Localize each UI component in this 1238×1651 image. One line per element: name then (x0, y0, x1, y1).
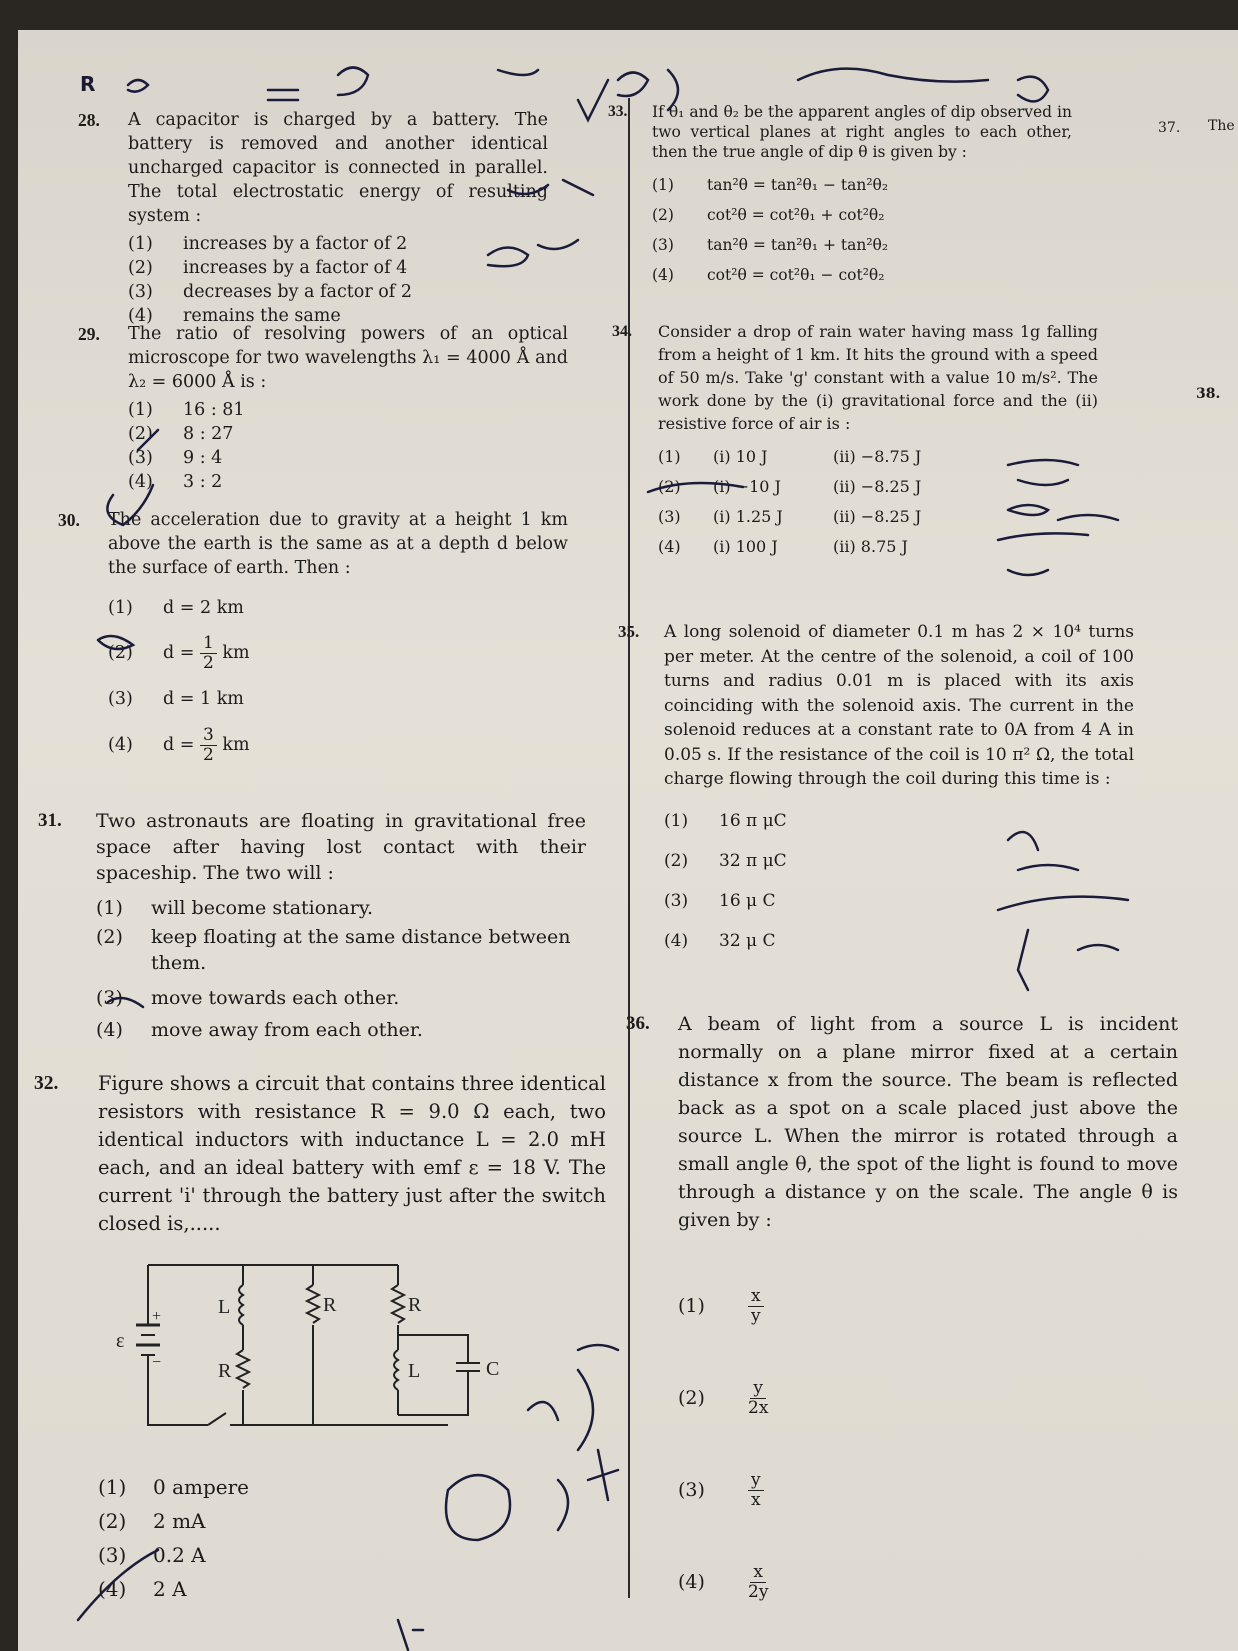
option[interactable]: (3) tan²θ = tan²θ₁ + tan²θ₂ (652, 236, 889, 254)
question-text: A long solenoid of diameter 0.1 m has 2 × 10⁴ turns per meter. At the centre of the solenoid, a coil of 100 turns and radius 0.01 m is placed with its axis coinciding with the solenoid axis. The current in the solenoid reduces at a constant rate to 0A from 4 A in 0.05 s. If the resistance of the coil is 10 π² Ω, the total charge flowing through the coil during this time is : (664, 622, 1134, 789)
option[interactable]: (3) d = 1 km (108, 689, 244, 709)
option[interactable]: (1) d = 2 km (108, 598, 244, 618)
option[interactable]: (1) $\frac{x}{y}$ (678, 1260, 1178, 1352)
option[interactable]: (2) 8 : 27 (128, 424, 234, 444)
resistor-label: R (408, 1294, 422, 1316)
fraction: $\frac{y}{x}$ (748, 1471, 764, 1510)
inductor-label: L (218, 1296, 231, 1318)
option[interactable]: (3) decreases by a factor of 2 (128, 282, 412, 302)
question-number: 33. (608, 103, 628, 120)
option[interactable]: (3) 0.2 A (98, 1543, 206, 1567)
option[interactable]: (2) 2 mA (98, 1509, 206, 1533)
option[interactable]: (4) 3 : 2 (128, 472, 223, 492)
option[interactable]: (2) $\frac{y}{2x}$ (678, 1377, 769, 1418)
option[interactable]: (2) keep floating at the same distance between them. (96, 926, 571, 974)
option[interactable]: (3) move towards each other. (96, 987, 400, 1009)
question-text: The acceleration due to gravity at a height 1 km above the earth is the same as at a depth d below the surface of earth. Then : (108, 510, 568, 578)
option[interactable]: (2) increases by a factor of 4 (128, 258, 408, 278)
question-text: Figure shows a circuit that contains three identical resistors with resistance R = 9.0 Ω each, two identical inductors with inductance L = 2.0 mH each, and an ideal battery with emf ε = 18 V. The current 'i' through the battery just after the switch closed is,..... (98, 1072, 606, 1235)
question-number: 28. (78, 110, 100, 130)
option[interactable]: (1) 16 : 81 (128, 400, 245, 420)
question-number: 36. (626, 1013, 650, 1034)
fraction: $\frac{y}{2x}$ (748, 1377, 769, 1418)
fraction: $\frac{x}{y}$ (748, 1287, 764, 1326)
question-text: Consider a drop of rain water having mass 1g falling from a height of 1 km. It hits the ground with a speed of 50 m/s. Take 'g' constant with a value 10 m/s². The work done by the (i) gravitational force and the (ii) resistive force of air is : (658, 322, 1098, 433)
option[interactable]: (1) increases by a factor of 2 (128, 234, 408, 254)
option[interactable]: (4) 2 A (98, 1577, 187, 1601)
resistor-label: R (323, 1294, 337, 1316)
option[interactable]: (4) $\frac{x}{2y}$ (678, 1561, 769, 1602)
option[interactable]: (3) $\frac{y}{x}$ (678, 1444, 1178, 1536)
emf-label: ε (116, 1330, 125, 1352)
option[interactable]: (1) tan²θ = tan²θ₁ − tan²θ₂ (652, 176, 889, 194)
capacitor-label: C (486, 1358, 500, 1380)
exam-sheet (18, 30, 1238, 1651)
question-number: 31. (38, 810, 62, 831)
option[interactable]: (4) 32 μ C (664, 931, 776, 952)
option[interactable]: (4) d = $\frac{3}{2}$ km (108, 724, 250, 765)
option[interactable]: (1) (i) 10 J (ii) −8.75 J (658, 446, 922, 466)
option[interactable]: (4) remains the same (128, 306, 341, 326)
question-number: 32. (34, 1073, 59, 1094)
option[interactable]: (2) d = $\frac{1}{2}$ km (108, 632, 250, 673)
option[interactable]: (1) 16 π μC (664, 811, 787, 832)
option[interactable]: (3) 9 : 4 (128, 448, 223, 468)
fraction: $\frac{3}{2}$ (200, 726, 217, 765)
option[interactable]: (3) 16 μ C (664, 891, 776, 912)
edge-fragment: The (1208, 118, 1235, 134)
fraction: $\frac{1}{2}$ (200, 634, 217, 673)
pen-annotations (18, 30, 1238, 1651)
resistor-label: R (218, 1360, 232, 1382)
option[interactable]: (1) will become stationary. (96, 897, 374, 919)
option[interactable]: (4) (i) 100 J (ii) 8.75 J (658, 536, 908, 556)
option[interactable]: (3) (i) 1.25 J (ii) −8.25 J (658, 506, 922, 526)
option[interactable]: (4) move away from each other. (96, 1019, 423, 1041)
option[interactable]: (2) cot²θ = cot²θ₁ + cot²θ₂ (652, 206, 885, 224)
question-number: 34. (612, 323, 632, 340)
question-text: If θ₁ and θ₂ be the apparent angles of dip observed in two vertical planes at right angles to each other, then the true angle of dip θ is given by : (652, 103, 1072, 161)
option[interactable]: (4) cot²θ = cot²θ₁ − cot²θ₂ (652, 266, 885, 284)
minus-label: − (152, 1354, 162, 1371)
question-text: A capacitor is charged by a battery. The battery is removed and another identical uncharged capacitor is connected in parallel. The total electrostatic energy of resulting system : (128, 110, 548, 226)
question-number: 30. (58, 510, 80, 530)
question-38-number: 38. (1196, 386, 1221, 402)
fraction: $\frac{x}{2y}$ (748, 1561, 769, 1602)
option[interactable]: (2) 32 π μC (664, 851, 787, 872)
question-number: 35. (618, 622, 640, 641)
question-number: 29. (78, 324, 100, 344)
option[interactable]: (1) 0 ampere (98, 1475, 250, 1499)
question-text: The ratio of resolving powers of an optical microscope for two wavelengths λ₁ = 4000 Å and λ₂ = 6000 Å is : (128, 324, 568, 392)
header-mark: R (80, 72, 96, 96)
question-text: Two astronauts are floating in gravitational free space after having lost contact with their spaceship. The two will : (96, 810, 586, 884)
plus-label: + (152, 1308, 162, 1325)
option[interactable]: (2) (i) −10 J (ii) −8.25 J (658, 476, 922, 496)
question-text: A beam of light from a source L is incident normally on a plane mirror fixed at a certain distance x from the source. The beam is reflected back as a spot on a scale placed just above the source L. When the mirror is rotated through a small angle θ, the spot of the light is found to move through a distance y on the scale. The angle θ is given by : (678, 1013, 1178, 1231)
inductor-label: L (408, 1360, 421, 1382)
question-37-number: 37. (1158, 120, 1181, 136)
